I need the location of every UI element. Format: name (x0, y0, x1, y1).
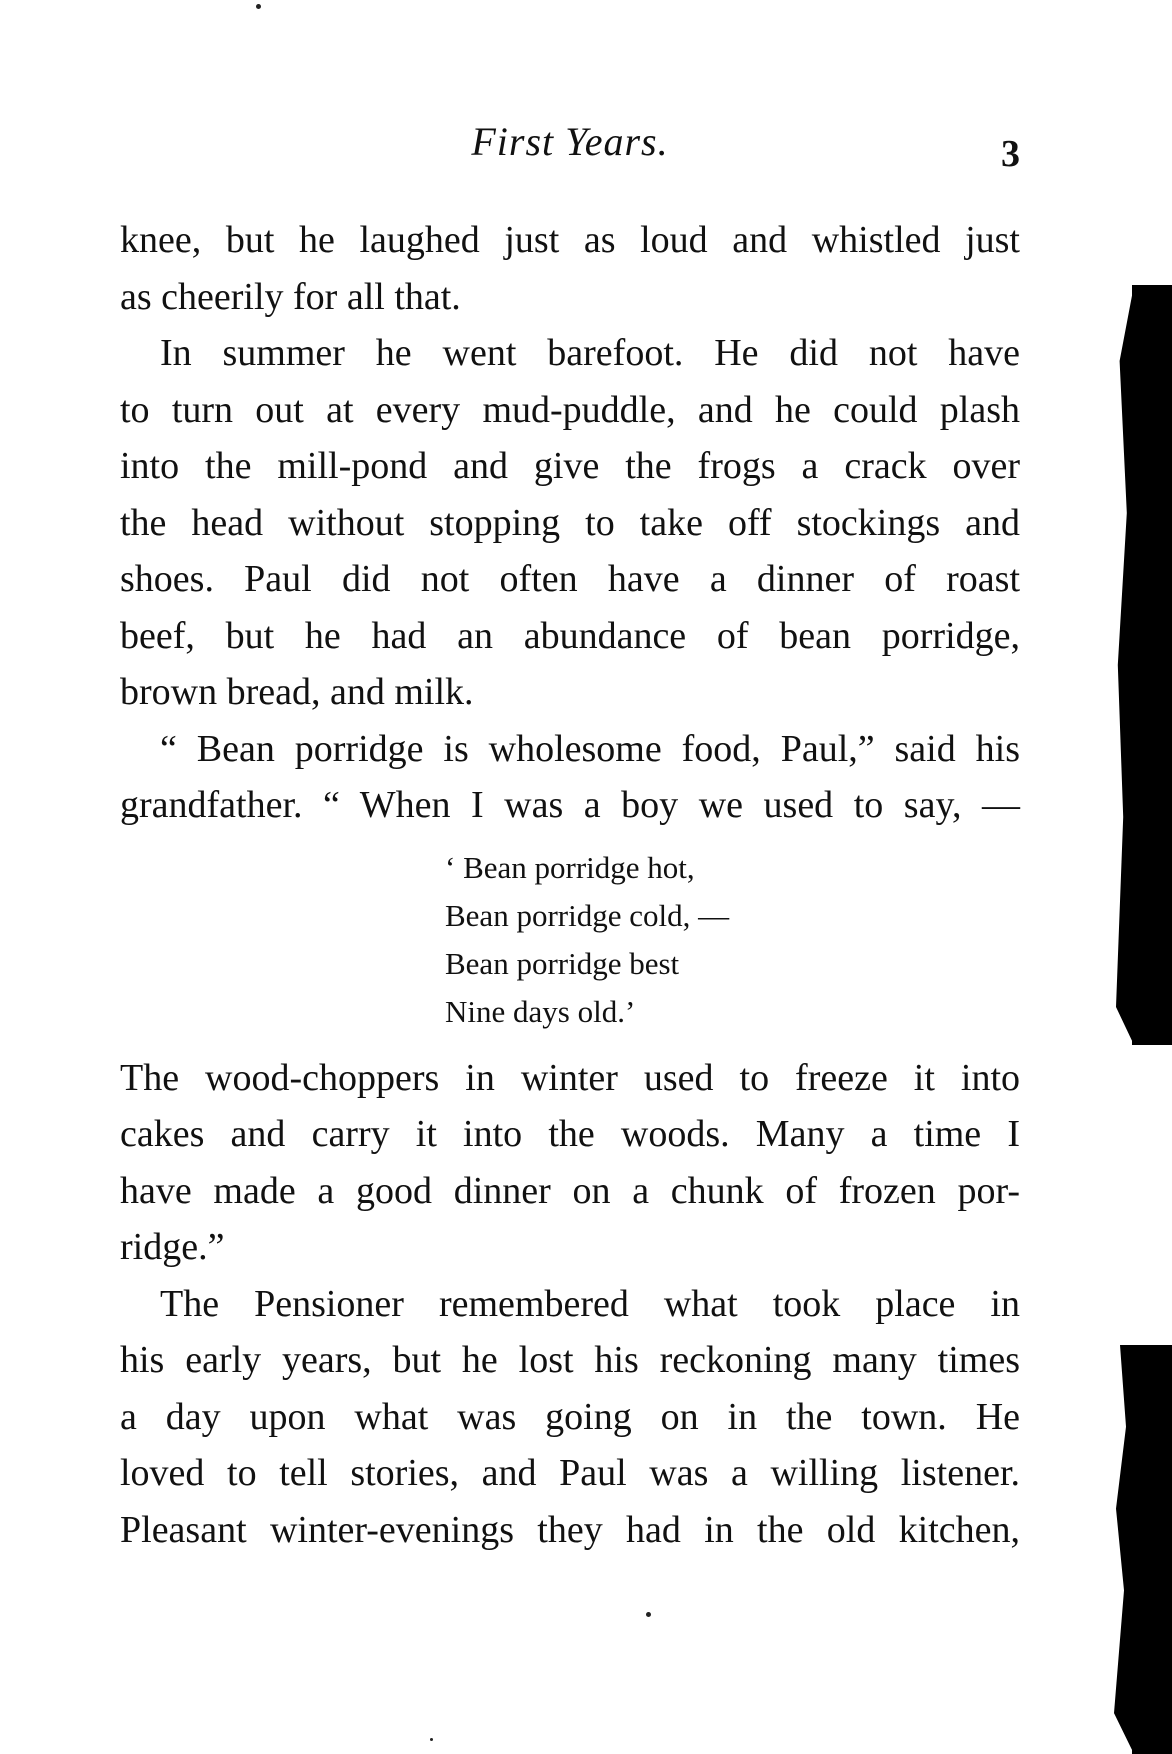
paragraph-4 (120, 1050, 1020, 1276)
scan-speck (646, 1612, 651, 1617)
text-line: as cheerily for all that. (120, 275, 461, 318)
text-line: beef, but he had an abundance of bean porridge, (120, 614, 1020, 657)
running-head (120, 118, 1020, 178)
verse-quote (445, 844, 1020, 1036)
text-line: grandfather. “ When I was a boy we used to say, — (120, 784, 1020, 826)
text-line: The Pensioner remembered what took place in (160, 1282, 1020, 1325)
text-line: knee, but he laughed just as loud and whistled just (120, 219, 1020, 261)
text-line: Pleasant winter-evenings they had in the old kitchen, (120, 1508, 1020, 1551)
verse-line: Nine days old.’ (445, 993, 636, 1029)
text-line: In summer he went barefoot. He did not have (160, 332, 1020, 374)
text-line: loved to tell stories, and Paul was a willing listener. (120, 1452, 1020, 1494)
page-number: 3 (1001, 133, 1020, 175)
text-line: a day upon what was going on in the town. He (120, 1395, 1020, 1438)
text-line: to turn out at every mud-puddle, and he could plash (120, 388, 1020, 431)
running-title: First Years. (471, 119, 669, 164)
text-line: cakes and carry it into the woods. Many a time I (120, 1113, 1020, 1155)
scan-speck (430, 1738, 433, 1741)
text-line: ridge.” (120, 1226, 225, 1268)
text-line: his early years, but he lost his reckoning many times (120, 1339, 1020, 1381)
paragraph-2 (120, 325, 1020, 721)
scan-shadow-lower-edge (1114, 1345, 1134, 1754)
scan-shadow-upper (1132, 285, 1172, 1045)
text-line: have made a good dinner on a chunk of frozen por- (120, 1169, 1020, 1212)
text-line: into the mill-pond and give the frogs a crack over (120, 445, 1020, 487)
paragraph-1 (120, 212, 1020, 325)
verse-line: Bean porridge best (445, 945, 680, 981)
scan-speck (256, 4, 261, 9)
verse-line: Bean porridge cold, — (445, 897, 730, 933)
verse-line: ‘ Bean porridge hot, (445, 849, 695, 885)
text-line: brown bread, and milk. (120, 671, 474, 713)
text-line: the head without stopping to take off stockings and (120, 501, 1020, 544)
scan-shadow-upper-edge (1116, 285, 1134, 1045)
body-text (120, 212, 1020, 1558)
paragraph-3 (120, 721, 1020, 834)
text-line: The wood-choppers in winter used to freeze it into (120, 1056, 1020, 1099)
scan-shadow-lower (1132, 1345, 1172, 1754)
paragraph-5 (120, 1276, 1020, 1559)
text-line: shoes. Paul did not often have a dinner of roast (120, 558, 1020, 600)
text-line: “ Bean porridge is wholesome food, Paul,” said his (160, 727, 1020, 770)
